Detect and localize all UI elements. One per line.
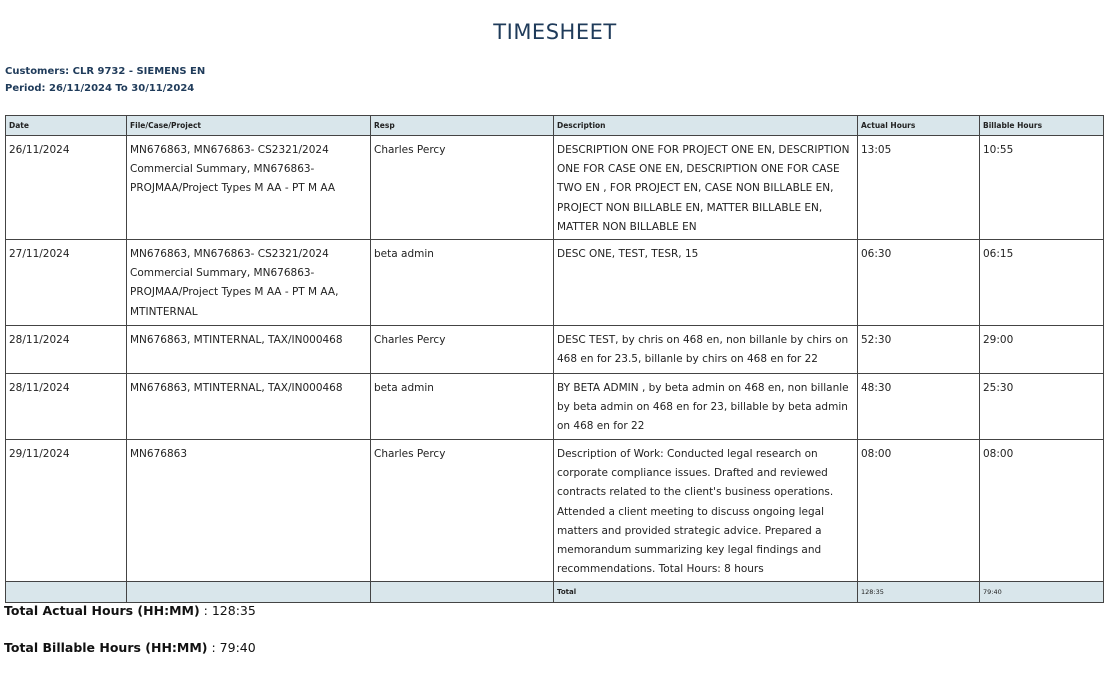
total-billable-hours: 79:40 [980, 582, 1104, 603]
total-actual-value: : 128:35 [203, 603, 256, 618]
page-title: TIMESHEET [493, 20, 617, 44]
cell-file: MN676863 [127, 440, 371, 582]
cell-description: DESCRIPTION ONE FOR PROJECT ONE EN, DESCRIPTION ONE FOR CASE ONE EN, DESCRIPTION ONE FOR CASE TWO EN , FOR PROJECT EN, CASE NON BILLABLE EN, PROJECT NON BILLABLE EN, MATTER BILLABLE EN, MATTER NON BILLABLE EN [554, 136, 858, 240]
column-header-actual-hours: Actual Hours [858, 116, 980, 136]
cell-date: 27/11/2024 [6, 240, 127, 326]
cell-actual-hours: 08:00 [858, 440, 980, 582]
customers-line: Customers: CLR 9732 - SIEMENS EN [5, 66, 206, 77]
column-header-date: Date [6, 116, 127, 136]
cell-resp: Charles Percy [371, 326, 554, 374]
table-row [6, 240, 1104, 326]
total-actual-label: Total Actual Hours (HH:MM) [4, 603, 200, 618]
cell-billable-hours: 29:00 [980, 326, 1104, 374]
cell-date: 26/11/2024 [6, 136, 127, 240]
cell-file: MN676863, MTINTERNAL, TAX/IN000468 [127, 374, 371, 440]
cell-resp: beta admin [371, 374, 554, 440]
cell-billable-hours: 06:15 [980, 240, 1104, 326]
cell-billable-hours: 08:00 [980, 440, 1104, 582]
cell-date: 28/11/2024 [6, 326, 127, 374]
cell-date: 28/11/2024 [6, 374, 127, 440]
cell-billable-hours: 25:30 [980, 374, 1104, 440]
cell-file: MN676863, MN676863- CS2321/2024 Commercial Summary, MN676863-PROJMAA/Project Types M AA - PT M AA [127, 136, 371, 240]
cell-actual-hours: 06:30 [858, 240, 980, 326]
period-line: Period: 26/11/2024 To 30/11/2024 [5, 83, 195, 94]
cell-actual-hours: 48:30 [858, 374, 980, 440]
total-cell-empty [127, 582, 371, 603]
cell-resp: beta admin [371, 240, 554, 326]
timesheet-table [5, 115, 1104, 603]
cell-resp: Charles Percy [371, 136, 554, 240]
total-cell-empty [6, 582, 127, 603]
cell-file: MN676863, MTINTERNAL, TAX/IN000468 [127, 326, 371, 374]
table-row [6, 326, 1104, 374]
cell-description: BY BETA ADMIN , by beta admin on 468 en, non billanle by beta admin on 468 en for 23, billable by beta admin on 468 en for 22 [554, 374, 858, 440]
cell-file: MN676863, MN676863- CS2321/2024 Commercial Summary, MN676863-PROJMAA/Project Types M AA - PT M AA, MTINTERNAL [127, 240, 371, 326]
cell-description: DESC ONE, TEST, TESR, 15 [554, 240, 858, 326]
total-actual-summary [4, 603, 256, 618]
column-header-description: Description [554, 116, 858, 136]
table-row [6, 374, 1104, 440]
total-billable-summary [4, 640, 256, 655]
cell-resp: Charles Percy [371, 440, 554, 582]
table-row [6, 136, 1104, 240]
table-total-row [6, 582, 1104, 603]
report-meta [5, 63, 205, 97]
total-actual-hours: 128:35 [858, 582, 980, 603]
total-cell-empty [371, 582, 554, 603]
column-header-resp: Resp [371, 116, 554, 136]
column-header-file: File/Case/Project [127, 116, 371, 136]
cell-date: 29/11/2024 [6, 440, 127, 582]
total-billable-label: Total Billable Hours (HH:MM) [4, 640, 208, 655]
cell-actual-hours: 13:05 [858, 136, 980, 240]
table-header-row [6, 116, 1104, 136]
table-row [6, 440, 1104, 582]
cell-actual-hours: 52:30 [858, 326, 980, 374]
total-label: Total [554, 582, 858, 603]
cell-description: DESC TEST, by chris on 468 en, non billanle by chirs on 468 en for 23.5, billanle by chirs on 468 en for 22 [554, 326, 858, 374]
column-header-billable-hours: Billable Hours [980, 116, 1104, 136]
cell-billable-hours: 10:55 [980, 136, 1104, 240]
cell-description: Description of Work: Conducted legal research on corporate compliance issues. Drafted and reviewed contracts related to the client's business operations. Attended a client meeting to discuss ongoing legal matters and provided strategic advice. Prepared a memorandum summarizing key legal findings and recommendations. Total Hours: 8 hours [554, 440, 858, 582]
total-billable-value: : 79:40 [211, 640, 256, 655]
